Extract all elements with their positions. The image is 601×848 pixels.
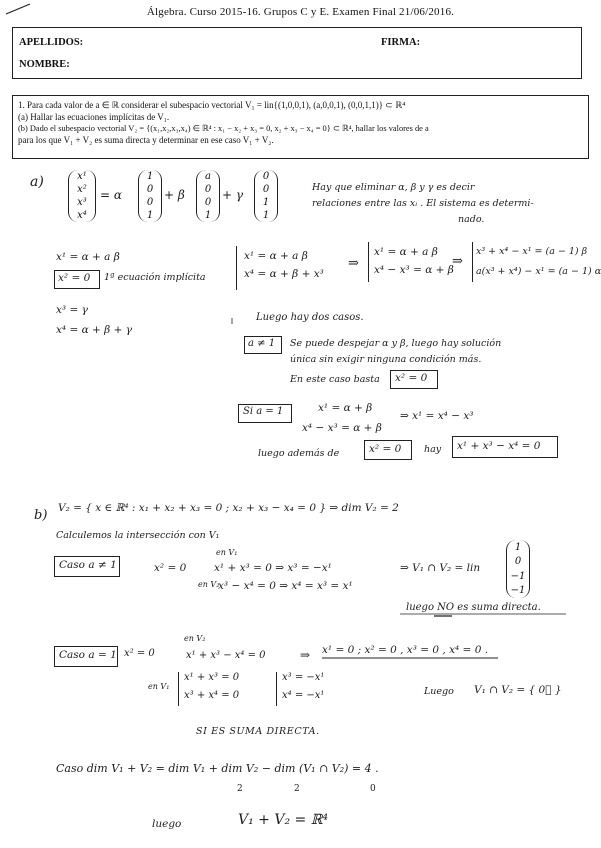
case2-box3-text: x¹ + x³ − x⁴ = 0 [457, 440, 541, 452]
b-c2-intersection: V₁ ∩ V₂ = { 0⃗ } [474, 684, 562, 696]
case1-box2-text: x² = 0 [395, 372, 428, 384]
dimension-formula: Caso dim V₁ + V₂ = dim V₁ + dim V₂ − dim (V₁ ∩ V₂) = 4 . [56, 762, 379, 775]
case1-text2: única sin exigir ninguna condición más. [290, 354, 482, 365]
b-c2-yes-direct: SI ES SUMA DIRECTA. [196, 726, 320, 737]
v2-definition: V₂ = { x ∈ ℝ⁴ : x₁ + x₂ + x₃ = 0 ; x₂ + x₃ − x₄ = 0 } ⇒ dim V₂ = 2 [58, 502, 399, 514]
case2-eq1: x¹ = α + β [318, 402, 373, 414]
question-line-1: 1. Para cada valor de a ∈ ℝ considerar el subespacio vectorial V₁ = lin{(1,0,0,1), (a,0,0,1), (0,0,1,1)} ⊂ ℝ⁴ [18, 100, 406, 110]
b-case2-box-text: Caso a = 1 [59, 649, 117, 661]
b-c2-en-v2: en V₂ [184, 634, 206, 643]
part-b-label: b) [34, 508, 48, 523]
sys1-line1: x¹ = α + a β [244, 250, 308, 262]
b-case1-box-text: Caso a ≠ 1 [59, 559, 117, 571]
b-c2-sys3: x³ = −x¹ [282, 672, 325, 683]
b-c2-sys4: x⁴ = −x¹ [282, 690, 325, 701]
b-c1-line3: x³ − x⁴ = 0 ⇒ x⁴ = x³ = x¹ [218, 580, 353, 592]
eq-plus-beta: + β [164, 188, 185, 202]
sys3-line1: x³ + x⁴ − x¹ = (a − 1) β [476, 246, 588, 257]
two-cases-note: Luego hay dos casos. [256, 312, 364, 323]
vector-entry: 1 [514, 541, 522, 553]
vector-entry: −1 [510, 585, 526, 597]
sys2-line1: x¹ = α + a β [374, 246, 438, 258]
sys3-line2: a(x³ + x⁴) − x¹ = (a − 1) α [476, 266, 601, 277]
b-c2-sys1: x¹ + x³ = 0 [184, 672, 240, 683]
final-luego: luego [152, 818, 182, 830]
case2-result: ⇒ x¹ = x⁴ − x³ [400, 410, 474, 422]
vector-entry: 1 [262, 210, 270, 221]
b-c2-result: x¹ = 0 ; x² = 0 , x³ = 0 , x⁴ = 0 . [322, 644, 489, 656]
case1-box-text: a ≠ 1 [248, 338, 276, 349]
vector-x-entry: x³ [77, 197, 87, 208]
b-c2-en-v1: en V₁ [148, 682, 170, 691]
vector-entry: 0 [262, 171, 270, 182]
note-nado: nado. [458, 214, 485, 225]
vector-x-entry: x⁴ [77, 210, 87, 221]
b-c2-luego: Luego [424, 686, 454, 697]
boxed-eq-text: x² = 0 [58, 272, 91, 284]
eq-plus-gamma: + γ [222, 188, 244, 202]
vector-entry: 0 [514, 556, 522, 568]
b-c2-line2: x¹ + x³ − x⁴ = 0 [186, 650, 266, 661]
case2-eq2: x⁴ − x³ = α + β [302, 422, 382, 434]
case2-box-text: Si a = 1 [243, 406, 284, 417]
surname-label: APELLIDOS: [19, 37, 84, 48]
sys1-line2: x⁴ = α + β + x³ [244, 268, 324, 280]
b-c1-en-v2: en V₂ [198, 580, 220, 589]
b-c2-sys2: x³ + x⁴ = 0 [184, 690, 240, 701]
vector-entry: 0 [146, 184, 154, 195]
sys2-line2: x⁴ − x³ = α + β [374, 264, 454, 276]
question-line-4: para los que V₁ + V₂ es suma directa y determinar en ese caso V₁ + V₂. [18, 134, 274, 145]
implies-arrow-3: ⇒ [300, 648, 311, 662]
eq-x3: x³ = γ [56, 304, 88, 316]
note-relations: relaciones entre las xᵢ . El sistema es determi- [312, 198, 534, 209]
part-a-label: a) [30, 174, 44, 190]
question-line-3: (b) Dado el subespacio vectorial V₂ = {(x₁,x₂,x₃,x₄) ∈ ℝ⁴ : x₁ − x₂ + x₃ = 0, x₂ + x₃ − x₄ = 0} ⊂ ℝ⁴, hallar los valores de a [18, 124, 429, 133]
vector-entry: 1 [204, 210, 212, 221]
vector-entry: 0 [204, 197, 212, 208]
vector-entry: 0 [146, 197, 154, 208]
dim-under-2: 2 [294, 784, 300, 794]
b-c1-line2: x¹ + x³ = 0 ⇒ x³ = −x¹ [214, 562, 332, 574]
b-c1-conclusion: luego NO es suma directa. [406, 602, 541, 613]
case2-then: luego además de [258, 448, 340, 459]
vector-x-entry: x² [77, 184, 87, 195]
first-implicit-note: 1ª ecuación implícita [104, 272, 206, 283]
signature-label: FIRMA: [381, 37, 421, 48]
vector-entry: 0 [204, 184, 212, 195]
note-eliminate: Hay que eliminar α, β y γ es decir [312, 182, 475, 193]
eq-x1: x¹ = α + a β [56, 251, 120, 263]
eq-combo-alpha: = α [100, 188, 122, 202]
eq-x4: x⁴ = α + β + γ [56, 324, 132, 336]
b-c1-line1: x² = 0 [154, 562, 187, 574]
vector-entry: 0 [262, 184, 270, 195]
b-c2-line1: x² = 0 [124, 648, 155, 659]
exam-header-title: Álgebra. Curso 2015-16. Grupos C y E. Examen Final 21/06/2016. [146, 6, 455, 18]
b-c1-result: ⇒ V₁ ∩ V₂ = lin [400, 562, 481, 574]
case2-hay: hay [424, 444, 442, 455]
vector-entry: 1 [262, 197, 270, 208]
case1-text3: En este caso basta [290, 374, 380, 385]
dim-under-1: 2 [237, 784, 243, 794]
b-c1-en-v1: en V₁ [216, 548, 238, 557]
calc-intersection: Calculemos la intersección con V₁ [56, 530, 220, 541]
vector-entry: −1 [510, 570, 526, 582]
implies-arrow-2: ⇒ [452, 254, 463, 269]
name-label: NOMBRE: [19, 59, 70, 70]
vector-entry: a [205, 171, 211, 182]
vector-entry: 1 [146, 171, 154, 182]
case2-box2-text: x² = 0 [369, 443, 402, 455]
vector-entry: 1 [146, 210, 154, 221]
implies-arrow-1: ⇒ [348, 256, 359, 271]
case1-text: Se puede despejar α y β, luego hay solución [290, 338, 502, 349]
vector-x-entry: x¹ [77, 171, 87, 182]
dim-under-3: 0 [370, 784, 376, 794]
final-equation: V₁ + V₂ = ℝ⁴ [238, 812, 328, 828]
question-line-2: (a) Hallar las ecuaciones implícitas de V₁. [18, 111, 170, 122]
